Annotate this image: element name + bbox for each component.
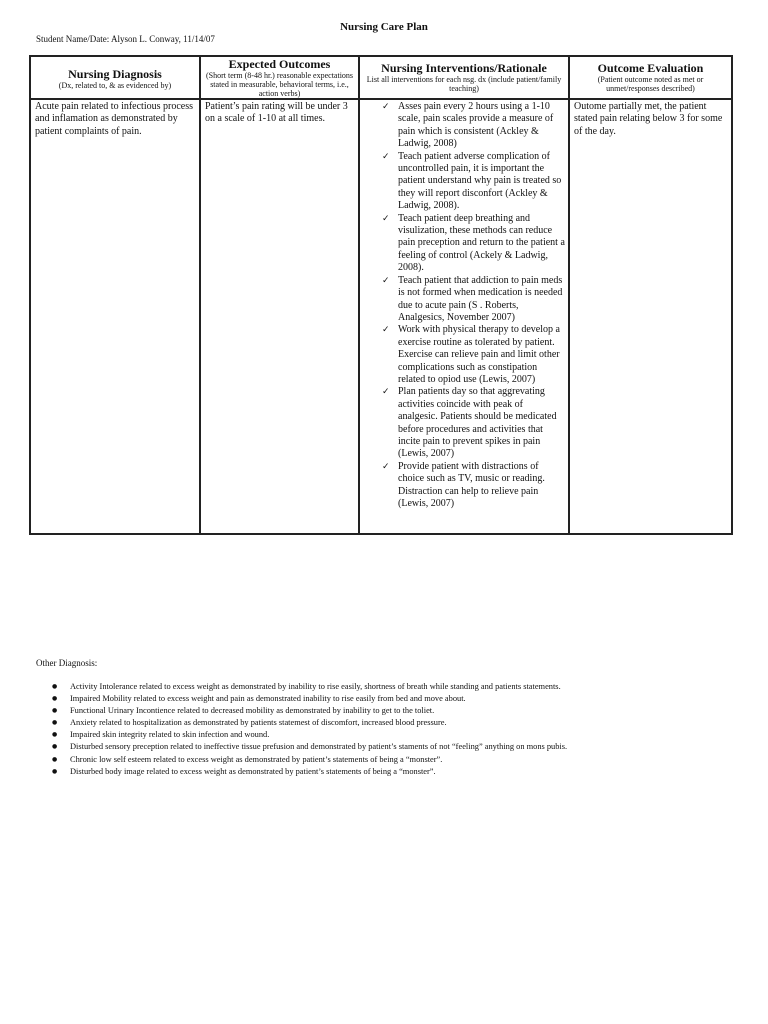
other-diagnosis-list — [36, 681, 768, 778]
other-diagnosis-item: ● Chronic low self esteem related to excess weight as demonstrated by patient’s statements of being a “monster”. — [70, 754, 768, 766]
other-diagnosis-item: ● Disturbed body image related to excess weight as demonstrated by patient’s statements of being a “monster”. — [70, 766, 768, 778]
other-diagnosis-item: ● Functional Urinary Incontience related to decreased mobility as demonstrated by inability to get to the toliet. — [70, 705, 768, 717]
other-diagnosis-item: ● Activity Intolerance related to excess weight as demonstrated by inability to rise easily, shortness of breath while standing and patients statements. — [70, 681, 768, 693]
intervention-item: ✓ Work with physical therapy to develop a exercise routine as tolerated by patient. Exercise can relieve pain and limit other complications such as constipation related to opiod use (Lewis, 2007) — [398, 324, 565, 386]
header-nursing-diagnosis — [30, 56, 200, 99]
header-outcome-evaluation — [569, 56, 732, 99]
intervention-item: ✓ Teach patient adverse complication of uncontrolled pain, it is important the patient understand why pain is treated so they will report disconfort (Ackley & Ladwig, 2008). — [398, 151, 565, 213]
other-diagnosis-label: Other Diagnosis: — [36, 658, 98, 668]
other-diagnosis-item: ● Anxiety related to hospitalization as demonstrated by patients statemest of discomfort, increased blood pressure. — [70, 717, 768, 729]
outcome-evaluation-text: Outome partially met, the patient stated pain relating below 3 for some of the day. — [574, 101, 723, 137]
header-nursing-interventions-title: Nursing Interventions/Rationale — [381, 61, 547, 75]
cell-outcome-evaluation — [569, 99, 732, 534]
diagnosis-text: Acute pain related to infectious process and inflamation as demonstrated by patient complaints of pain. — [35, 101, 193, 137]
header-expected-outcomes-subtitle: (Short term (8-48 hr.) reasonable expectations stated in measurable, behavioral terms, i.e., action verbs) — [205, 71, 354, 98]
header-nursing-interventions-subtitle: List all interventions for each nsg. dx (include patient/family teaching) — [366, 75, 562, 93]
header-nursing-diagnosis-title: Nursing Diagnosis — [68, 67, 162, 81]
header-outcome-evaluation-subtitle: (Patient outcome noted as met or unmet/responses described) — [597, 75, 704, 93]
header-nursing-diagnosis-subtitle: (Dx, related to, & as evidenced by) — [58, 81, 172, 90]
cell-expected-outcome — [200, 99, 359, 534]
table-header-row — [30, 56, 732, 99]
cell-interventions — [359, 99, 569, 534]
intervention-item: ✓ Asses pain every 2 hours using a 1-10 scale, pain scales provide a measure of pain which is consistent (Ackley & Ladwig, 2008) — [398, 101, 565, 151]
intervention-item: ✓ Provide patient with distractions of choice such as TV, music or reading. Distraction can help to relieve pain (Lewis, 2007) — [398, 461, 565, 511]
intervention-item: ✓ Teach patient deep breathing and visulization, these methods can reduce pain preception and return to the patient a feeling of control (Ackely & Ladwig, 2008). — [398, 213, 565, 275]
table-row — [30, 99, 732, 534]
student-name-date: Student Name/Date: Alyson L. Conway, 11/14/07 — [36, 34, 215, 44]
other-diagnosis-item: ● Impaired Mobility related to excess weight and pain as demonstrated inability to rise easily from bed and move about. — [70, 693, 768, 705]
intervention-item: ✓ Teach patient that addiction to pain meds is not formed when medication is needed due to acute pain (S . Roberts, Analgesics, November 2007) — [398, 275, 565, 325]
document-title: Nursing Care Plan — [340, 21, 428, 33]
care-plan-table — [29, 55, 733, 535]
other-diagnosis-item: ● Impaired skin integrity related to skin infection and wound. — [70, 729, 768, 741]
header-expected-outcomes-title: Expected Outcomes — [228, 57, 331, 71]
header-expected-outcomes — [200, 56, 359, 99]
expected-outcome-text: Patient’s pain rating will be under 3 on a scale of 1-10 at all times. — [205, 101, 348, 125]
header-outcome-evaluation-title: Outcome Evaluation — [597, 61, 704, 75]
cell-diagnosis — [30, 99, 200, 534]
other-diagnosis-item: ● Disturbed sensory preception related to ineffective tissue prefusion and demonstrated by patient’s staments of not “feeling” anything on mons pubis. — [70, 741, 768, 753]
interventions-list — [362, 101, 565, 510]
header-nursing-interventions — [359, 56, 569, 99]
intervention-item: ✓ Plan patients day so that aggrevating activities coincide with peak of analgesic. Patients should be medicated before procedures and activities that incite pain to prevent spikes in pain (Lewis, 2007) — [398, 386, 565, 460]
